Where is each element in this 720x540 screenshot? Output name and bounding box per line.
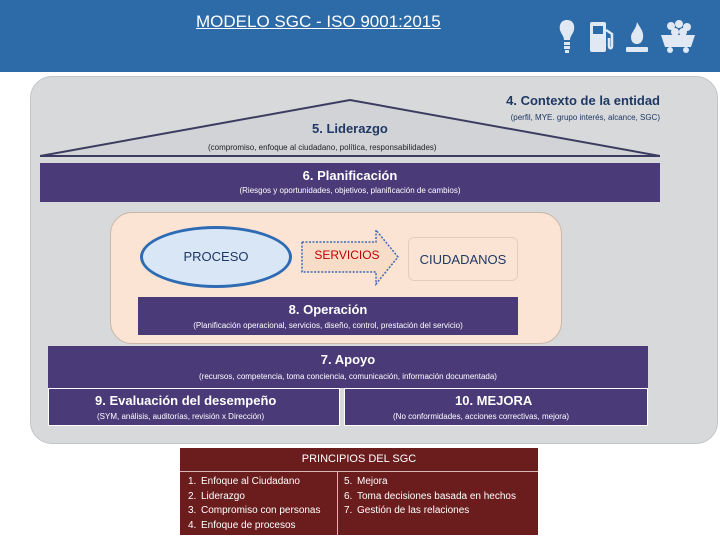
principles-list-right bbox=[344, 475, 516, 519]
principle-item: 1. Enfoque al Ciudadano bbox=[188, 476, 300, 487]
support-title: 7. Apoyo bbox=[320, 352, 376, 367]
principle-item: 2. Liderazgo bbox=[188, 490, 245, 502]
principle-item: 4. Enfoque de procesos bbox=[188, 519, 296, 531]
page-title: MODELO SGC - ISO 9001:2015 bbox=[196, 12, 441, 31]
principles-box bbox=[180, 448, 538, 535]
evaluation-title: 9. Evaluación del desempeño bbox=[95, 393, 277, 408]
improvement-description: (No conformidades, acciones correctivas, mejora) bbox=[393, 412, 570, 421]
context-description: (perfil, MYE. grupo interés, alcance, SGC) bbox=[510, 113, 660, 122]
support-box bbox=[48, 346, 648, 388]
process-label: PROCESO bbox=[183, 249, 249, 264]
fuel-pump-icon bbox=[586, 16, 618, 54]
leadership-description: (compromiso, enfoque al ciudadano, política, responsabilidades) bbox=[208, 143, 437, 152]
principle-item: 6. Toma decisiones basada en hechos bbox=[344, 490, 516, 502]
operation-title: 8. Operación bbox=[288, 302, 368, 317]
operation-description: (Planificación operacional, servicios, diseño, control, prestación del servicio) bbox=[193, 321, 463, 330]
principle-item: 7. Gestión de las relaciones bbox=[344, 505, 470, 516]
principles-column-divider bbox=[337, 472, 338, 535]
gas-flame-icon bbox=[624, 16, 650, 54]
evaluation-description: (SYM, análisis, auditorías, revisión x Dirección) bbox=[97, 412, 265, 421]
support-description: (recursos, competencia, toma conciencia, comunicación, información documentada) bbox=[199, 372, 497, 381]
mine-cart-icon bbox=[656, 16, 700, 54]
principles-list-left bbox=[188, 475, 321, 533]
principle-item: 3. Compromiso con personas bbox=[188, 505, 321, 516]
process-ellipse bbox=[140, 226, 292, 288]
planning-box bbox=[40, 163, 660, 202]
principles-title: PRINCIPIOS DEL SGC bbox=[301, 453, 417, 465]
improvement-title: 10. MEJORA bbox=[455, 393, 533, 408]
services-label: SERVICIOS bbox=[314, 248, 380, 262]
improvement-box bbox=[344, 388, 648, 426]
planning-description: (Riesgos y oportunidades, objetivos, planificación de cambios) bbox=[239, 186, 461, 195]
leadership-title: 5. Liderazgo bbox=[312, 121, 388, 136]
evaluation-box bbox=[48, 388, 340, 426]
citizens-label: CIUDADANOS bbox=[419, 252, 507, 267]
principle-item: 5. Mejora bbox=[344, 476, 388, 487]
principles-divider bbox=[180, 471, 538, 472]
planning-title: 6. Planificación bbox=[302, 168, 398, 183]
lightbulb-icon bbox=[556, 16, 578, 54]
context-title: 4. Contexto de la entidad bbox=[506, 93, 660, 108]
operation-box bbox=[138, 297, 518, 335]
citizens-box bbox=[408, 237, 518, 281]
